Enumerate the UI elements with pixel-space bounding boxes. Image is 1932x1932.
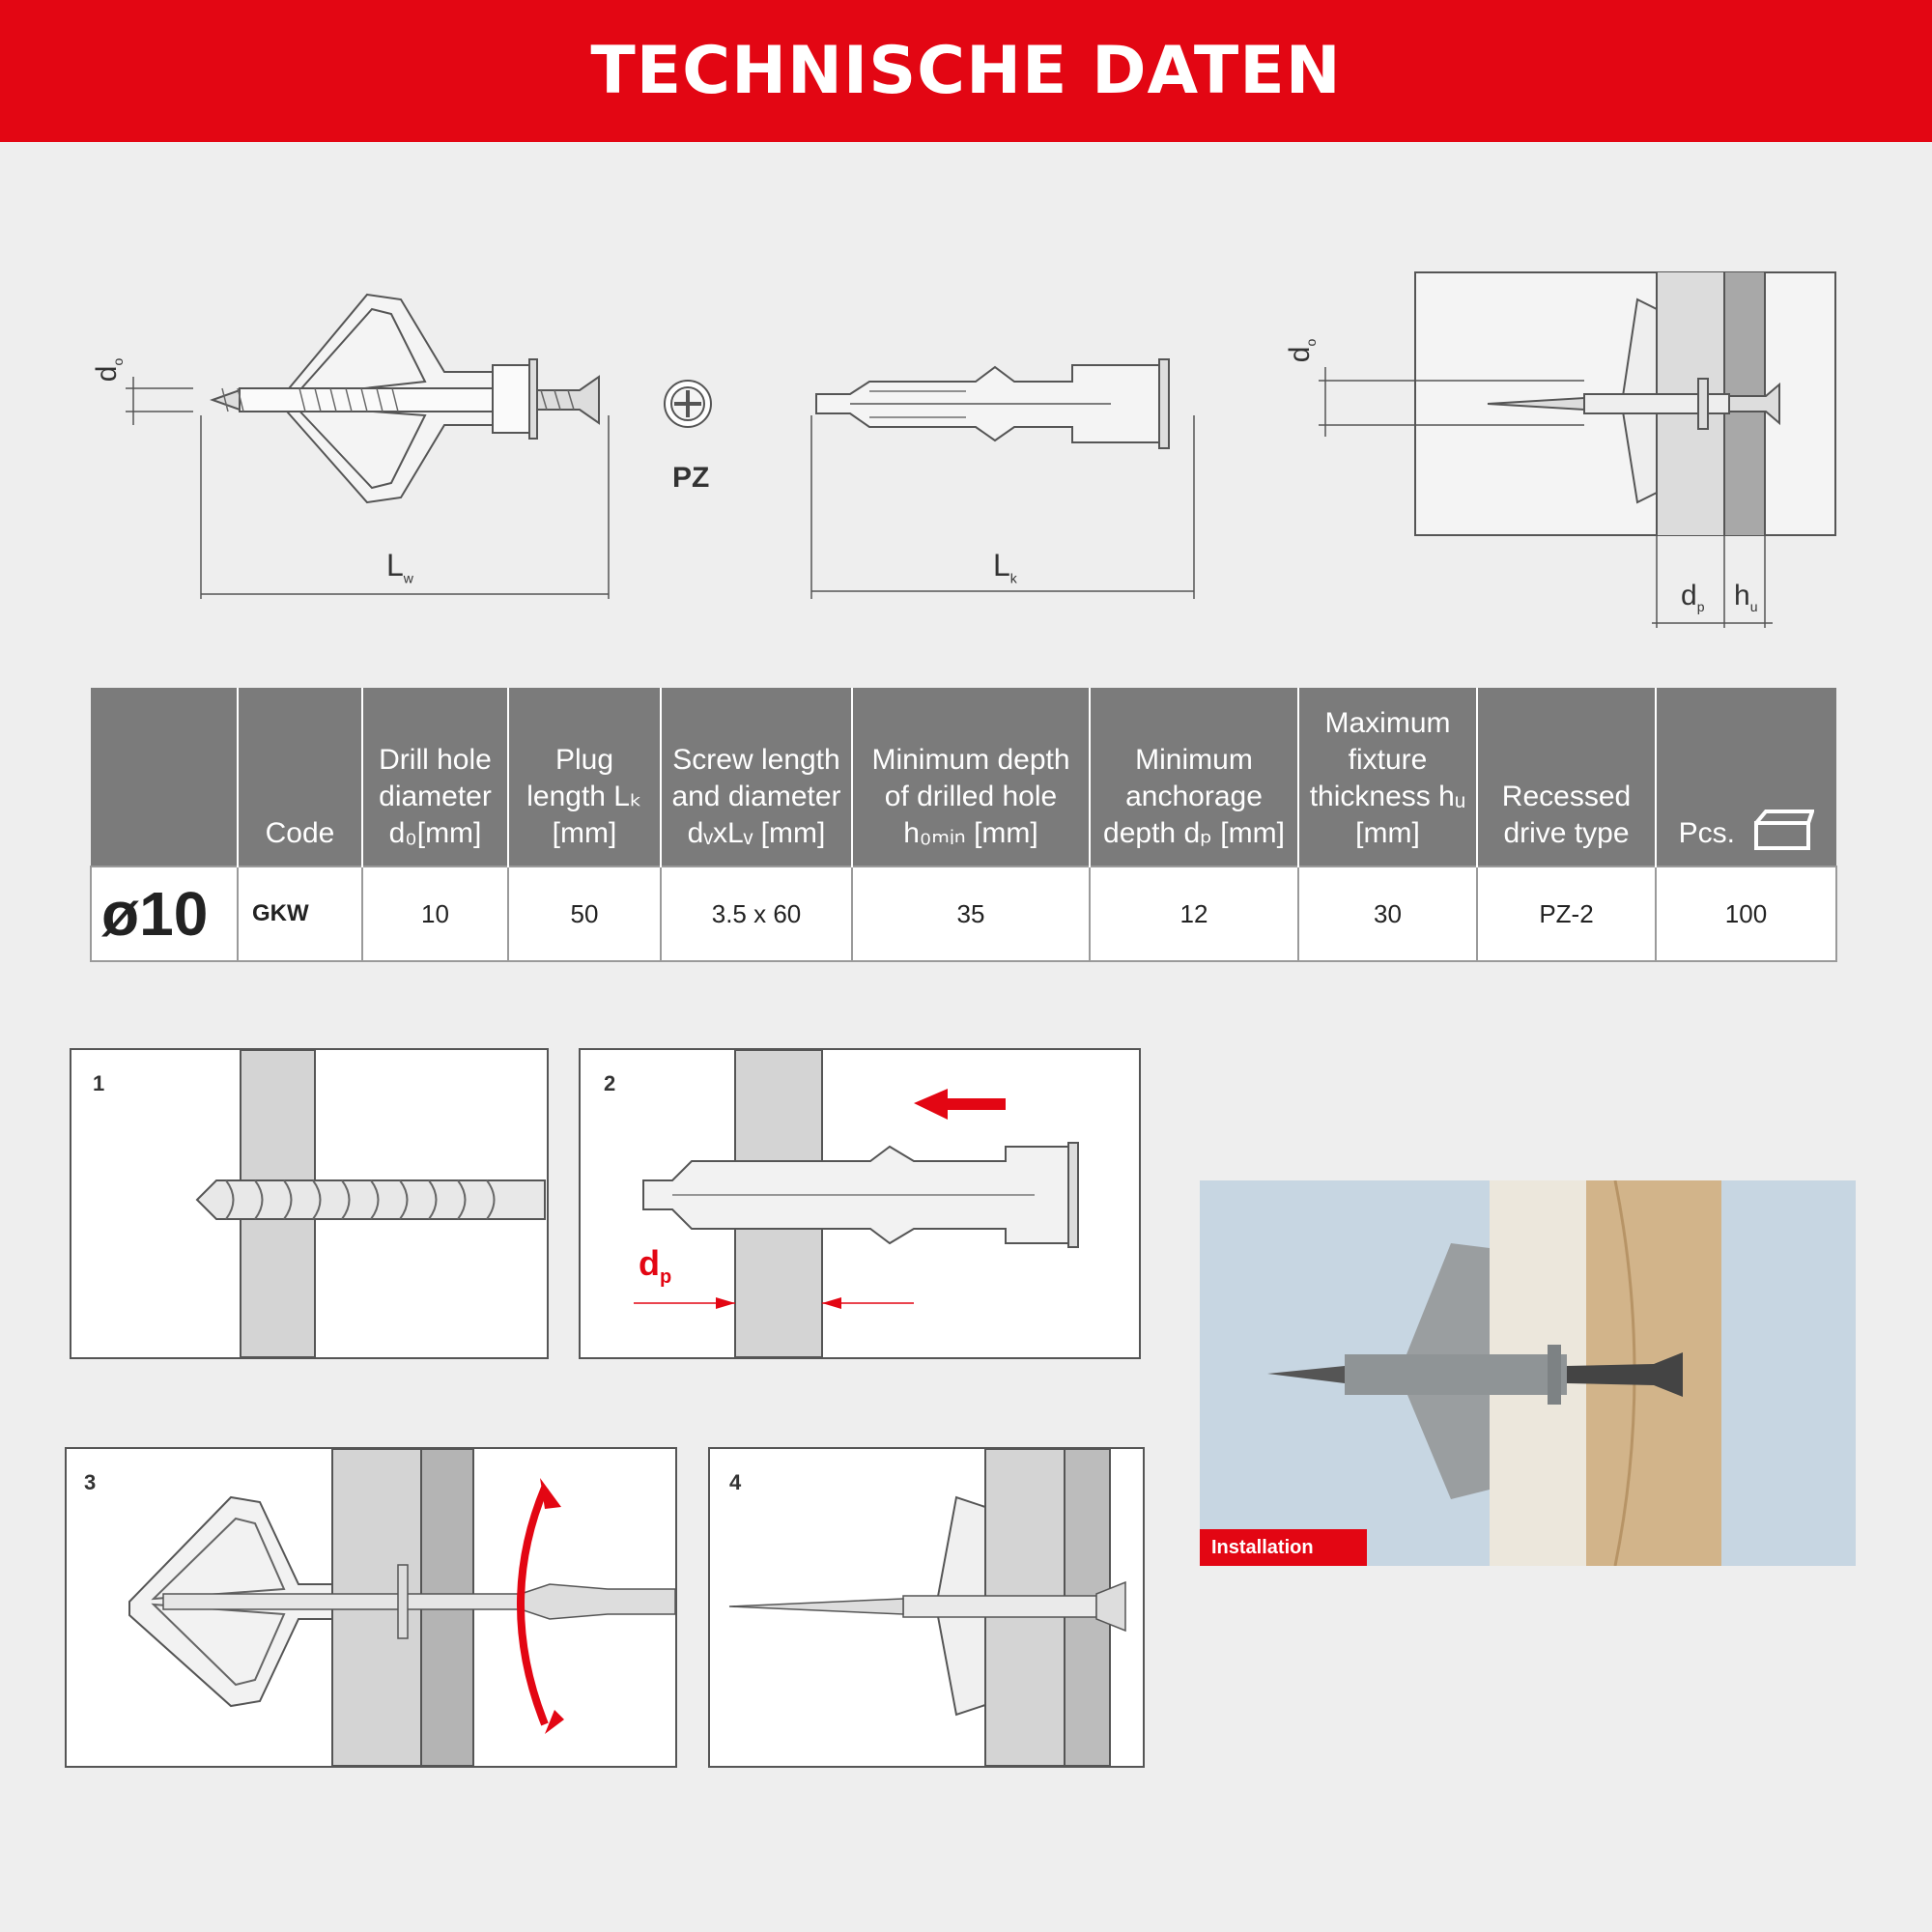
dim-dp-label: $d_p$	[1681, 580, 1705, 614]
header-cell-code: Code	[238, 688, 362, 867]
cell-anchorage: 12	[1090, 867, 1298, 961]
header-cell-drill-hole: Drill hole diameter d₀[mm]	[362, 688, 508, 867]
header-banner	[0, 0, 1932, 142]
installation-photo-image	[1200, 1180, 1856, 1566]
table-row	[91, 867, 1836, 961]
cell-pcs: 100	[1656, 867, 1836, 961]
spec-table	[90, 688, 1837, 962]
pz-label: PZ	[672, 462, 710, 494]
dim-do-label-2: $d_o$	[1284, 338, 1320, 363]
header-cell-plug-length: Plug length Lₖ [mm]	[508, 688, 661, 867]
step-1-panel	[70, 1048, 549, 1359]
header-cell-screw: Screw length and diameter dᵥxLᵥ [mm]	[661, 688, 852, 867]
table-header-row	[91, 688, 1836, 867]
cell-code: GKW	[238, 867, 362, 961]
expanded-plug-drawing	[126, 295, 609, 599]
header-cell-fixture: Maximum fixture thickness hᵤ [mm]	[1298, 688, 1477, 867]
dim-hu-label: $h_u$	[1734, 580, 1758, 614]
insert-plug-illustration	[581, 1050, 1139, 1357]
installed-illustration	[710, 1449, 1143, 1766]
dp-red-label: $d_p$	[639, 1243, 672, 1289]
step-3-number: 3	[84, 1470, 97, 1494]
step-2-panel	[579, 1048, 1141, 1359]
cell-screw: 3.5 x 60	[661, 867, 852, 961]
header-cell-anchorage: Minimum anchorage depth dₚ [mm]	[1090, 688, 1298, 867]
cell-drive: PZ-2	[1477, 867, 1656, 961]
header-cell-drive: Recessed drive type	[1477, 688, 1656, 867]
step-2-number: 2	[604, 1071, 616, 1095]
cell-plug-length: 50	[508, 867, 661, 961]
cell-fixture: 30	[1298, 867, 1477, 961]
installed-drawing	[1319, 272, 1835, 628]
installation-photo	[1200, 1180, 1856, 1566]
installation-label: Installation	[1200, 1529, 1367, 1566]
drilling-illustration	[71, 1050, 547, 1357]
dim-lk-label: $L_k$	[993, 548, 1017, 586]
technical-drawing	[0, 142, 1932, 664]
step-4-panel	[708, 1447, 1145, 1768]
step-3-panel	[65, 1447, 677, 1768]
page-title: TECHNISCHE DATEN	[590, 33, 1342, 109]
cell-diameter: ø10	[91, 867, 238, 961]
step-1-number: 1	[93, 1071, 105, 1095]
screw-tightening-illustration	[67, 1449, 675, 1766]
header-cell-min-depth: Minimum depth of drilled hole h₀ₘᵢₙ [mm]	[852, 688, 1090, 867]
box-icon	[1752, 806, 1814, 852]
header-cell-pcs: Pcs.	[1656, 688, 1836, 867]
pz-drive-symbol	[665, 381, 711, 427]
cell-drill-hole: 10	[362, 867, 508, 961]
cell-min-depth: 35	[852, 867, 1090, 961]
step-4-number: 4	[729, 1470, 742, 1494]
header-cell	[91, 688, 238, 867]
dim-do-label: $d_o$	[91, 357, 127, 383]
dim-lw-label: $L_w$	[386, 548, 413, 586]
arrow-left-icon	[914, 1089, 1006, 1120]
